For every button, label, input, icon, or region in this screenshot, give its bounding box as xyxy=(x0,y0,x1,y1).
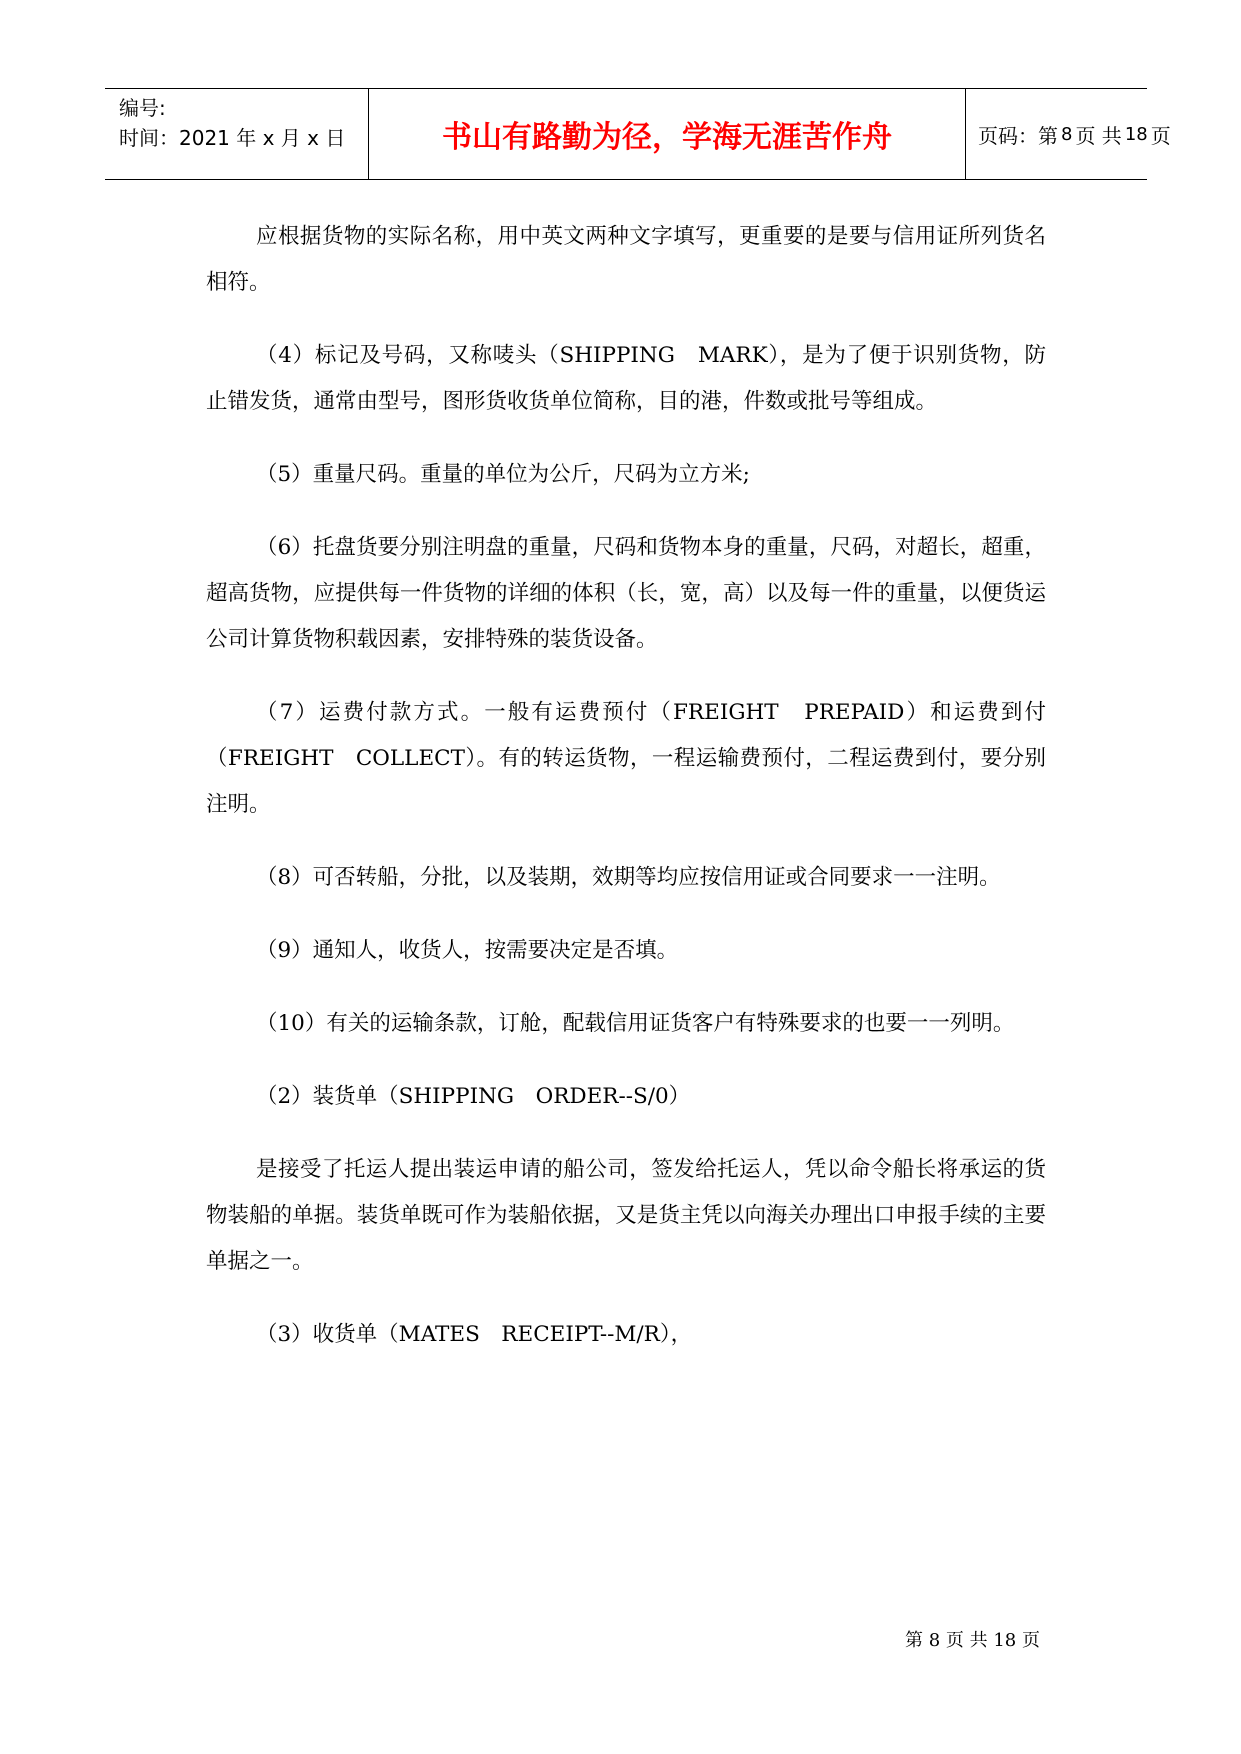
paragraph: （5）重量尺码。重量的单位为公斤，尺码为立方米; xyxy=(256,462,750,487)
header-motto: 书山有路勤为径，学海无涯苦作舟 xyxy=(369,89,966,179)
page-current: 8 xyxy=(1061,123,1073,145)
header-page-number xyxy=(966,89,1171,179)
paragraph: （9）通知人，收货人，按需要决定是否填。 xyxy=(256,938,679,963)
page-footer: 第 8 页 共 18 页 xyxy=(905,1630,1040,1651)
paragraph: （7）运费付款方式。一般有运费预付（FREIGHT PREPAID）和运费到付（FREIGHT COLLECT）。有的转运货物，一程运输费预付，二程运费到付，要分别注明。 xyxy=(206,700,1046,817)
header-meta xyxy=(105,89,369,179)
paragraph: （6）托盘货要分别注明盘的重量，尺码和货物本身的重量，尺码，对超长，超重，超高货物，应提供每一件货物的详细的体积（长，宽，高）以及每一件的重量，以便货运公司计算货物积载因素，安排特殊的装货设备。 xyxy=(206,535,1046,652)
page-header xyxy=(105,88,1171,180)
paragraph: 应根据货物的实际名称，用中英文两种文字填写，更重要的是要与信用证所列货名相符。 xyxy=(206,224,1046,295)
page-mid: 页 共 xyxy=(1075,123,1122,148)
document-date: 时间：2021 年 x 月 x 日 xyxy=(119,126,346,150)
document-code-label: 编号: xyxy=(119,96,166,120)
paragraph: （4）标记及号码，又称唛头（SHIPPING MARK），是为了便于识别货物，防止错发货，通常由型号，图形货收货单位简称，目的港，件数或批号等组成。 xyxy=(206,343,1046,414)
page-total: 18 xyxy=(1124,123,1148,145)
paragraph: （8）可否转船，分批，以及装期，效期等均应按信用证或合同要求一一注明。 xyxy=(256,865,1001,890)
paragraph: （2）装货单（SHIPPING ORDER--S/0） xyxy=(256,1084,691,1109)
paragraph: （10）有关的运输条款，订舱，配载信用证货客户有特殊要求的也要一一列明。 xyxy=(256,1011,1015,1036)
paragraph: （3）收货单（MATES RECEIPT--M/R）， xyxy=(256,1322,693,1347)
document-body xyxy=(206,214,1046,1385)
page-prefix: 页码：第 xyxy=(978,123,1058,148)
paragraph: 是接受了托运人提出装运申请的船公司，签发给托运人，凭以命令船长将承运的货物装船的单据。装货单既可作为装船依据，又是货主凭以向海关办理出口申报手续的主要单据之一。 xyxy=(206,1157,1046,1274)
page-suffix: 页 xyxy=(1150,123,1171,148)
